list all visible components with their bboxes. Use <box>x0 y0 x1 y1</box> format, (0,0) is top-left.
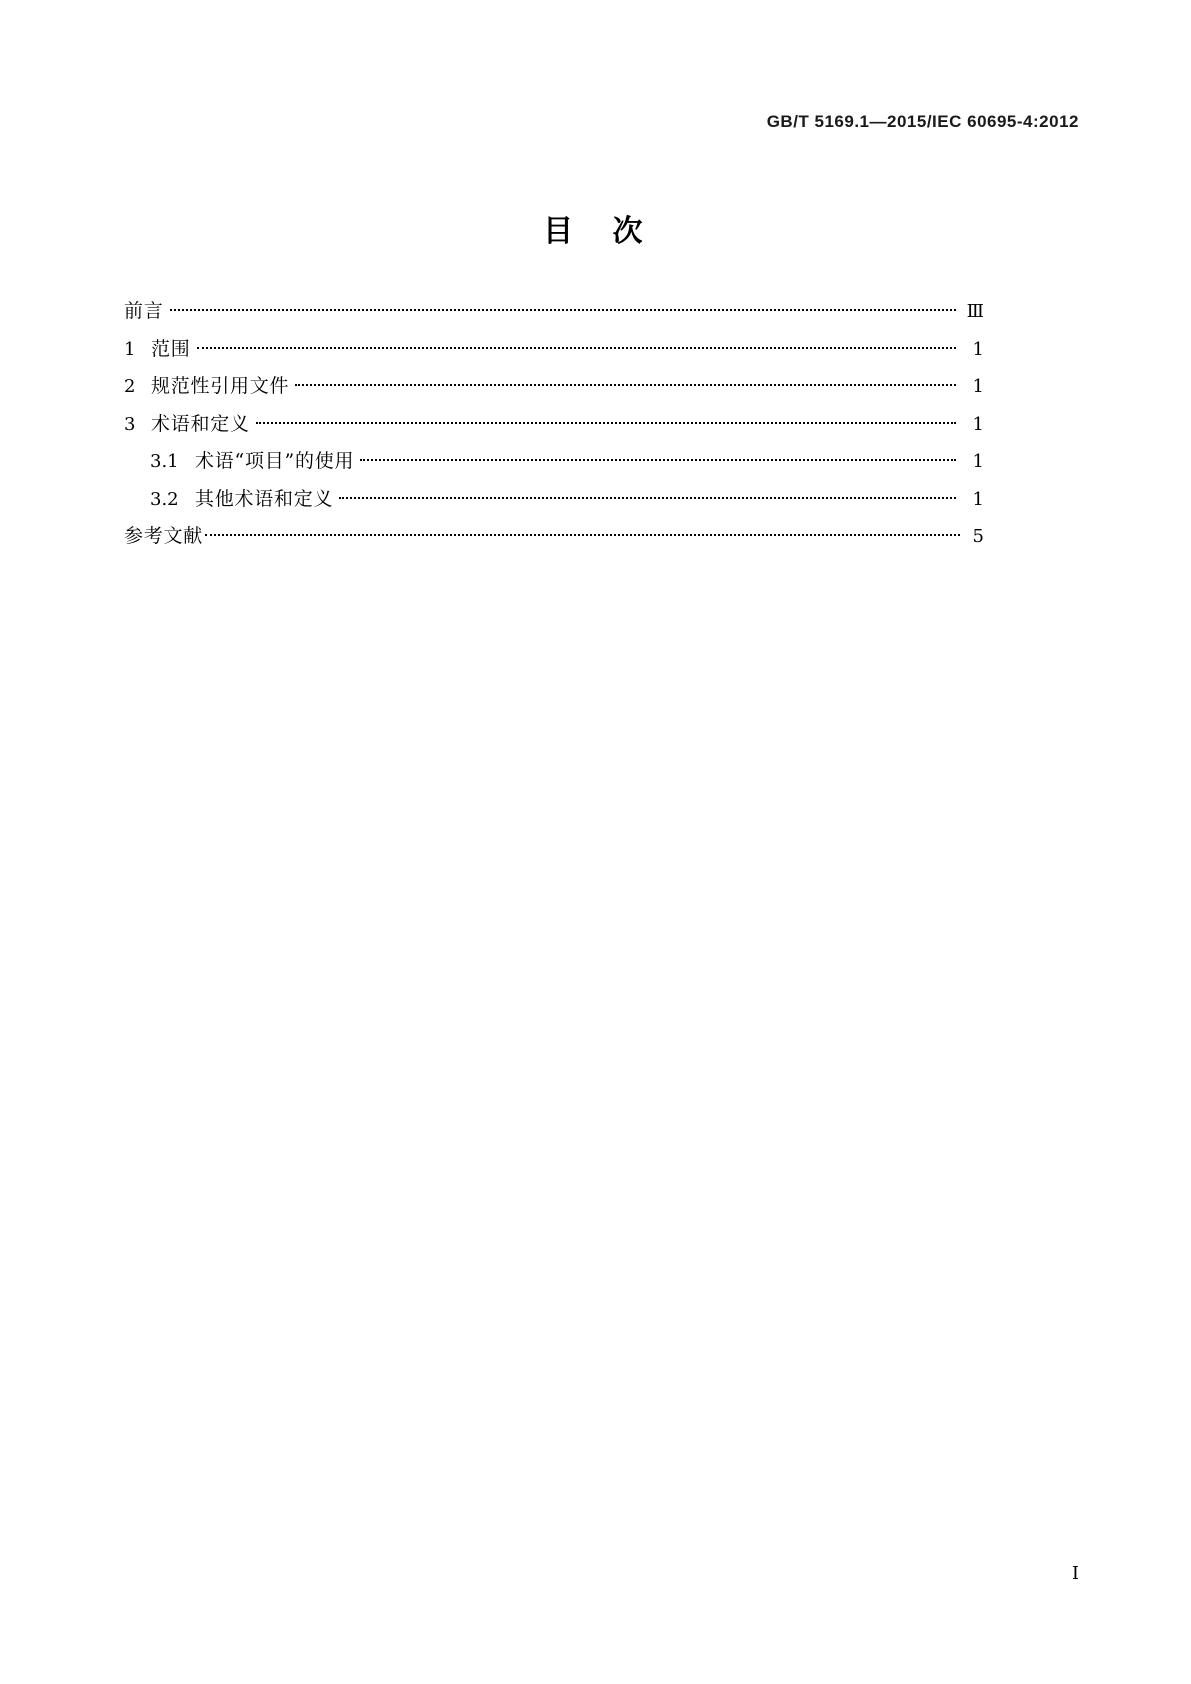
toc-leader-dots <box>339 486 956 505</box>
toc-entry-number: 3.1 <box>150 451 179 472</box>
page-header-standard-code: GB/T 5169.1—2015/IEC 60695-4:2012 <box>766 112 1079 131</box>
toc-entry-page: 1 <box>972 488 984 510</box>
page-title <box>0 206 1191 250</box>
table-of-contents <box>124 298 984 561</box>
toc-entry-terms-and-definitions[interactable] <box>124 411 984 434</box>
toc-entry-other-terms[interactable] <box>124 486 984 509</box>
page-number-footer: Ⅰ <box>1071 1563 1079 1584</box>
toc-entry-label: 参考文献 <box>124 525 204 547</box>
toc-entry-page: Ⅲ <box>966 301 984 322</box>
toc-leader-dots <box>205 523 960 542</box>
toc-leader-dots <box>256 411 956 430</box>
page-title-char-1: 目 <box>543 214 579 249</box>
toc-entry-label: 前言 <box>124 300 164 322</box>
toc-entry-label: 规范性引用文件 <box>151 375 290 397</box>
toc-entry-scope[interactable] <box>124 336 984 359</box>
toc-entry-bibliography[interactable] <box>124 523 984 546</box>
toc-entry-page: 1 <box>972 338 984 360</box>
toc-entry-number: 1 <box>124 338 136 360</box>
toc-leader-dots <box>360 448 956 467</box>
toc-leader-dots <box>197 336 956 355</box>
toc-leader-dots <box>170 298 956 317</box>
toc-entry-normative-references[interactable] <box>124 373 984 396</box>
page-title-char-2: 次 <box>612 214 648 249</box>
toc-entry-label: 范围 <box>151 337 191 360</box>
toc-entry-page: 1 <box>972 451 984 472</box>
toc-leader-dots <box>295 373 956 392</box>
toc-entry-page: 1 <box>972 413 984 435</box>
toc-entry-page: 5 <box>972 526 984 547</box>
toc-entry-use-of-term-item[interactable] <box>124 448 984 471</box>
toc-entry-number: 2 <box>124 376 136 397</box>
toc-entry-number: 3 <box>124 413 136 435</box>
toc-entry-label: 术语“项目”的使用 <box>195 450 355 472</box>
toc-entry-number: 3.2 <box>150 488 179 510</box>
toc-entry-label: 其他术语和定义 <box>195 487 334 510</box>
toc-entry-foreword[interactable] <box>124 298 984 321</box>
toc-entry-page: 1 <box>972 376 984 397</box>
toc-entry-label: 术语和定义 <box>151 412 250 435</box>
